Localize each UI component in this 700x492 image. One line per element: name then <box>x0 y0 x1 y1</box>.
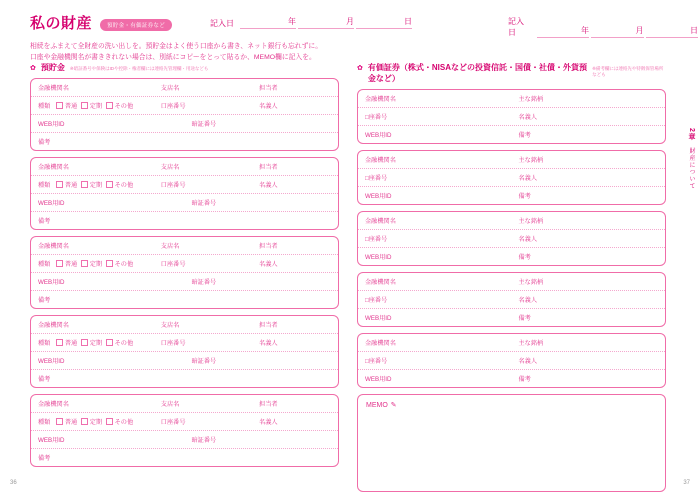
table-row <box>31 291 338 308</box>
title-badge: 預貯金・有価証券など <box>100 19 172 31</box>
kind-option[interactable]: 定期 <box>81 101 102 110</box>
field-web-id[interactable]: WEB用ID <box>38 358 65 365</box>
left-column <box>30 62 339 492</box>
field-bank-name[interactable]: 金融機関名 <box>38 401 69 408</box>
right-section-head <box>357 62 666 84</box>
memo-label-row <box>366 401 657 409</box>
deposit-card[interactable] <box>30 157 339 230</box>
table-row <box>31 212 338 229</box>
date-year-left[interactable]: 年 <box>240 16 296 29</box>
kind-option[interactable]: 普通 <box>56 259 77 268</box>
table-row <box>358 169 665 187</box>
content-columns <box>0 62 700 492</box>
table-row <box>358 273 665 291</box>
field-branch-name[interactable]: 支店名 <box>160 164 180 171</box>
flower-icon: ✿ <box>357 65 363 72</box>
checkbox-icon[interactable] <box>81 339 88 346</box>
kind-option[interactable]: その他 <box>106 338 133 347</box>
securities-card[interactable] <box>357 211 666 266</box>
field-kind[interactable]: 種類 普通 定期 その他 <box>38 103 134 110</box>
table-row <box>31 79 338 97</box>
field-account-number[interactable]: □座番号 <box>365 175 388 182</box>
kind-option[interactable]: 普通 <box>56 417 77 426</box>
field-pin[interactable]: 暗証番号 <box>191 200 217 207</box>
table-row <box>358 108 665 126</box>
left-section-head <box>30 62 339 73</box>
checkbox-icon[interactable] <box>106 102 113 109</box>
field-remarks[interactable]: 備考 <box>518 376 531 383</box>
checkbox-icon[interactable] <box>106 260 113 267</box>
date-field-right[interactable] <box>508 16 700 38</box>
table-row <box>31 273 338 291</box>
date-month-right[interactable]: 月 <box>591 25 644 38</box>
table-row <box>358 90 665 108</box>
table-row <box>31 97 338 115</box>
field-pin[interactable]: 暗証番号 <box>191 279 217 286</box>
kind-option[interactable]: その他 <box>106 259 133 268</box>
flower-icon: ✿ <box>30 65 36 72</box>
checkbox-icon[interactable] <box>56 181 63 188</box>
field-holder[interactable]: 名義人 <box>518 114 538 121</box>
field-account-number[interactable]: □座番号 <box>365 236 388 243</box>
field-institution-name[interactable]: 金融機関名 <box>365 96 396 103</box>
field-kind[interactable]: 種類 普通 定期 その他 <box>38 261 134 268</box>
checkbox-icon[interactable] <box>81 418 88 425</box>
field-remarks[interactable]: 備考 <box>38 139 51 146</box>
field-remarks[interactable]: 備考 <box>518 193 531 200</box>
field-web-id[interactable]: WEB用ID <box>365 315 392 322</box>
field-holder[interactable]: 名義人 <box>259 261 278 268</box>
field-pin[interactable]: 暗証番号 <box>191 437 217 444</box>
field-account-number[interactable]: 口座番号 <box>160 340 186 347</box>
field-holder[interactable]: 名義人 <box>259 182 278 189</box>
field-institution-name[interactable]: 金融機関名 <box>365 218 396 225</box>
date-month-left[interactable]: 月 <box>298 16 354 29</box>
field-remarks[interactable]: 備考 <box>518 315 531 322</box>
field-brand[interactable]: 主な銘柄 <box>518 340 544 347</box>
left-section-title: 預貯金 <box>40 63 65 72</box>
kind-option[interactable]: その他 <box>106 101 133 110</box>
field-staff[interactable]: 担当者 <box>259 243 278 250</box>
deposit-card[interactable] <box>30 394 339 467</box>
right-section-title: 有価証券（株式・NISAなどの投資信託・国債・社債・外貨預金など） <box>367 63 587 83</box>
field-holder[interactable]: 名義人 <box>518 175 538 182</box>
date-day-right[interactable]: 日 <box>646 25 699 38</box>
field-holder[interactable]: 名義人 <box>259 103 278 110</box>
right-section-note: ※備考欄には連絡先や特徴保管場所なども <box>592 66 664 77</box>
checkbox-icon[interactable] <box>56 418 63 425</box>
table-row <box>31 194 338 212</box>
side-tab-number: 2章 <box>688 128 695 141</box>
field-account-number[interactable]: □座番号 <box>365 114 388 121</box>
field-holder[interactable]: 名義人 <box>518 358 538 365</box>
page-number-right: 37 <box>683 480 690 486</box>
checkbox-icon[interactable] <box>106 181 113 188</box>
kind-option[interactable]: 定期 <box>81 338 102 347</box>
field-branch-name[interactable]: 支店名 <box>160 401 180 408</box>
checkbox-icon[interactable] <box>56 102 63 109</box>
table-row <box>358 334 665 352</box>
deposit-card[interactable] <box>30 236 339 309</box>
field-account-number[interactable]: 口座番号 <box>160 103 186 110</box>
date-field-left[interactable] <box>210 16 414 29</box>
checkbox-icon[interactable] <box>81 102 88 109</box>
field-remarks[interactable]: 備考 <box>38 297 51 304</box>
field-holder[interactable]: 名義人 <box>518 297 538 304</box>
deposit-card[interactable] <box>30 78 339 151</box>
field-branch-name[interactable]: 支店名 <box>160 243 180 250</box>
field-web-id[interactable]: WEB用ID <box>38 437 65 444</box>
kind-option[interactable]: 定期 <box>81 259 102 268</box>
field-remarks[interactable]: 備考 <box>38 218 51 225</box>
field-account-number[interactable]: 口座番号 <box>160 419 186 426</box>
page-title: 私の財産 <box>30 15 93 32</box>
date-day-left[interactable]: 日 <box>356 16 412 29</box>
kind-option[interactable]: その他 <box>106 417 133 426</box>
kind-option[interactable]: 定期 <box>81 417 102 426</box>
pencil-icon: ✎ <box>390 402 397 409</box>
table-row <box>31 352 338 370</box>
checkbox-icon[interactable] <box>106 418 113 425</box>
field-staff[interactable]: 担当者 <box>259 164 278 171</box>
field-holder[interactable]: 名義人 <box>518 236 538 243</box>
page-number-left: 36 <box>10 480 17 486</box>
field-institution-name[interactable]: 金融機関名 <box>365 157 396 164</box>
field-staff[interactable]: 担当者 <box>259 322 278 329</box>
date-label-right: 記入日 <box>508 17 524 37</box>
field-branch-name[interactable]: 支店名 <box>160 322 180 329</box>
field-staff[interactable]: 担当者 <box>259 85 278 92</box>
table-row <box>358 187 665 204</box>
table-row <box>358 370 665 387</box>
checkbox-icon[interactable] <box>106 339 113 346</box>
table-row <box>358 352 665 370</box>
field-web-id[interactable]: WEB用ID <box>365 132 392 139</box>
checkbox-icon[interactable] <box>56 260 63 267</box>
field-web-id[interactable]: WEB用ID <box>365 254 392 261</box>
table-row <box>31 115 338 133</box>
field-holder[interactable]: 名義人 <box>259 340 278 347</box>
securities-card[interactable] <box>357 333 666 388</box>
kind-option[interactable]: 普通 <box>56 101 77 110</box>
side-tab-text: 財産について <box>688 147 694 190</box>
field-holder[interactable]: 名義人 <box>259 419 278 426</box>
table-row <box>358 212 665 230</box>
right-column <box>357 62 666 492</box>
field-kind[interactable]: 種類 普通 定期 その他 <box>38 419 134 426</box>
date-year-right[interactable]: 年 <box>537 25 590 38</box>
field-kind[interactable]: 種類 普通 定期 その他 <box>38 340 134 347</box>
checkbox-icon[interactable] <box>56 339 63 346</box>
field-remarks[interactable]: 備考 <box>518 254 531 261</box>
field-web-id[interactable]: WEB用ID <box>365 376 392 383</box>
field-institution-name[interactable]: 金融機関名 <box>365 340 396 347</box>
side-tab <box>676 128 696 190</box>
securities-card[interactable] <box>357 272 666 327</box>
checkbox-icon[interactable] <box>81 181 88 188</box>
table-row <box>31 158 338 176</box>
left-section-note: ※暗証番号や保険はIDや控除・権者欄には連絡先管理欄・用途なども <box>69 66 209 71</box>
field-remarks[interactable]: 備考 <box>518 132 531 139</box>
table-row <box>358 151 665 169</box>
table-row <box>358 309 665 326</box>
field-remarks[interactable]: 備考 <box>38 455 51 462</box>
field-brand[interactable]: 主な銘柄 <box>518 279 544 286</box>
field-institution-name[interactable]: 金融機関名 <box>365 279 396 286</box>
kind-option[interactable]: 普通 <box>56 338 77 347</box>
table-row <box>31 316 338 334</box>
table-row <box>31 449 338 466</box>
table-row <box>31 237 338 255</box>
table-row <box>358 291 665 309</box>
checkbox-icon[interactable] <box>81 260 88 267</box>
kind-option[interactable]: その他 <box>106 180 133 189</box>
field-bank-name[interactable]: 金融機関名 <box>38 243 69 250</box>
table-row <box>31 334 338 352</box>
table-row <box>31 431 338 449</box>
kind-option[interactable]: 普通 <box>56 180 77 189</box>
field-kind[interactable]: 種類 普通 定期 その他 <box>38 182 134 189</box>
field-brand[interactable]: 主な銘柄 <box>518 96 544 103</box>
table-row <box>31 395 338 413</box>
table-row <box>31 370 338 387</box>
field-account-number[interactable]: □座番号 <box>365 297 388 304</box>
table-row <box>31 133 338 150</box>
field-bank-name[interactable]: 金融機関名 <box>38 85 69 92</box>
date-label-left: 記入日 <box>210 19 234 28</box>
field-account-number[interactable]: 口座番号 <box>160 182 186 189</box>
field-web-id[interactable]: WEB用ID <box>38 121 65 128</box>
field-account-number[interactable]: □座番号 <box>365 358 388 365</box>
field-account-number[interactable]: 口座番号 <box>160 261 186 268</box>
table-row <box>358 126 665 143</box>
kind-option[interactable]: 定期 <box>81 180 102 189</box>
table-row <box>31 176 338 194</box>
field-web-id[interactable]: WEB用ID <box>365 193 392 200</box>
table-row <box>31 255 338 273</box>
field-pin[interactable]: 暗証番号 <box>191 358 217 365</box>
memo-box[interactable] <box>357 394 666 492</box>
table-row <box>358 230 665 248</box>
field-staff[interactable]: 担当者 <box>259 401 278 408</box>
table-row <box>31 413 338 431</box>
deposit-card[interactable] <box>30 315 339 388</box>
securities-card[interactable] <box>357 89 666 144</box>
page-header <box>0 0 700 62</box>
field-bank-name[interactable]: 金融機関名 <box>38 164 69 171</box>
field-web-id[interactable]: WEB用ID <box>38 279 65 286</box>
securities-card[interactable] <box>357 150 666 205</box>
memo-label: MEMO <box>366 401 388 409</box>
lead-text: 相続をふまえて全財産の洗い出しを。預貯金はよく使う口座から書き、ネット銀行も忘れずに。 口座や金融機関名が書ききれない場合は、別紙にコピーをとって貼るか、MEMO欄に記入を。 <box>30 43 322 62</box>
field-remarks[interactable]: 備考 <box>38 376 51 383</box>
field-bank-name[interactable]: 金融機関名 <box>38 322 69 329</box>
field-web-id[interactable]: WEB用ID <box>38 200 65 207</box>
field-pin[interactable]: 暗証番号 <box>191 121 217 128</box>
field-brand[interactable]: 主な銘柄 <box>518 157 544 164</box>
field-brand[interactable]: 主な銘柄 <box>518 218 544 225</box>
table-row <box>358 248 665 265</box>
field-branch-name[interactable]: 支店名 <box>160 85 180 92</box>
